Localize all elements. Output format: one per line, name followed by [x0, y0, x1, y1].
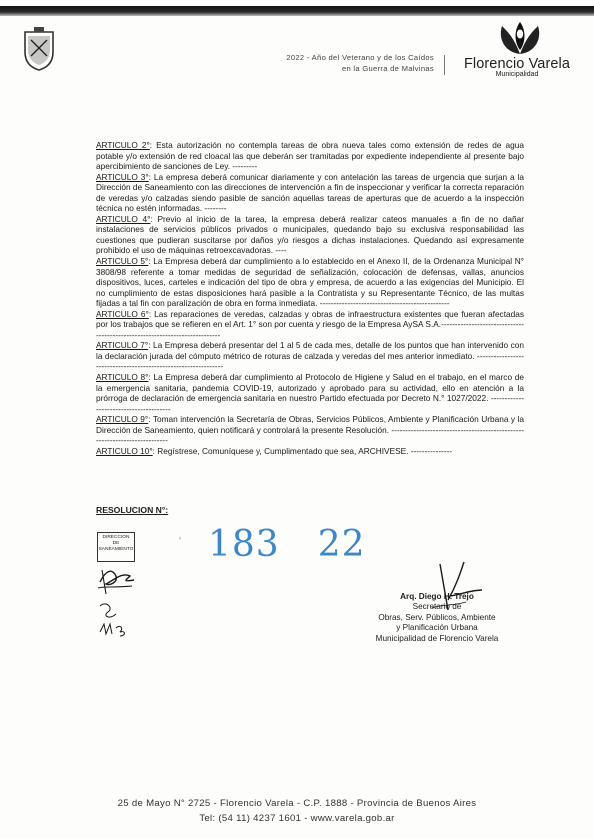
footer-contact: Tel: (54 11) 4237 1601 - www.varela.gob.ar [199, 813, 395, 824]
article-text: : La Empresa deberá dar cumplimiento al Protocolo de Higiene y Salud en el trabajo, en el marco de la emergencia sanitaria, pandemia COVID-19, autorizado y aprobado para su actividad, ello en atención a la prórroga de declaración de emergencia sanitaria en nuestro Partido efectuada por Decreto N.° 1027/2022. --------------------------------------- [96, 372, 524, 414]
header-divider [444, 55, 445, 75]
article-6 [96, 309, 524, 341]
article-text: : Las reparaciones de veredas, calzadas y obras de infraestructura existentes que fueran afectadas por los trabajos que se refieren en el Art. 1° son por cuenta y riesgo de la Empresa AySA S.A.--------------------------------------------------------------------------- [96, 308, 524, 340]
article-text: : La Empresa deberá dar cumplimiento a lo establecido en el Anexo II, de la Ordenanza Municipal N° 3808/98 referente a tomar medidas de seguridad de señalización, colocación de defensas, vallas, anuncios dispositivos, luces, carteles e indicación del tipo de obra y empresa, de acuerdo a las exigencias del Municipio. El no cumplimiento de estas disposiciones hará pasible a la Contratista y su Representante Técnico, de las multas fijadas a tal fin con paralización de obra en forma inmediata. ----------------------------------------------- [96, 256, 525, 309]
article-label: ARTICULO 3° [96, 171, 149, 182]
article-5 [96, 256, 524, 309]
stamp-line-1: DIRECCION [102, 535, 130, 540]
header-motto [286, 52, 434, 74]
article-label: ARTICULO 8° [96, 372, 149, 383]
signer-block [362, 592, 512, 644]
footer [0, 796, 594, 826]
articles-body [96, 140, 524, 456]
signer-name: Arq. Diego H. Trejo [400, 592, 474, 601]
stamp-line-2: DE [112, 541, 120, 546]
brand-subtitle: Municipalidad [495, 71, 539, 78]
article-text: : Esta autorización no contempla tareas de obra nueva tales como extensión de redes de agua potable y/o extensión de red cloacal las que deberán ser tramitadas por expediente independiente al presente bajo apercibimiento de sanciones de Ley. --------- [96, 140, 524, 172]
article-text: : La Empresa deberá presentar del 1 al 5 de cada mes, detalle de los puntos que han intervenido con la declaración jurada del cómputo métrico de roturas de calzada y veredas del mes anterior inmediato. --------------------------------------------------------------- [96, 340, 524, 372]
article-label: ARTICULO 6° [96, 308, 149, 319]
signer-title-2: Obras, Serv. Públicos, Ambiente [378, 612, 496, 622]
florencio-varela-logo-icon [490, 20, 550, 56]
resolution-number [208, 524, 366, 565]
motto-line-2: en la Guerra de Malvinas [341, 64, 434, 73]
article-label: ARTICULO 9° [96, 414, 149, 425]
article-label: ARTICULO 7° [96, 340, 149, 351]
article-text: : Regístrese, Comuníquese y, Cumplimentado que sea, ARCHIVESE. --------------- [152, 445, 453, 456]
signer-org: Municipalidad de Florencio Varela [375, 633, 499, 643]
stamp-line-3: SANEAMIENTO [98, 547, 134, 552]
resolution-number-part-1: 183 [208, 524, 280, 565]
signer-title-3: y Planificación Urbana [396, 623, 478, 633]
footer-address: 25 de Mayo N° 2725 - Florencio Varela - C.P. 1888 - Provincia de Buenos Aires [117, 798, 477, 809]
top-edge-bar [0, 6, 594, 16]
handwritten-initials-icon [96, 562, 138, 648]
article-9 [96, 414, 524, 446]
resolution-number-part-2: 22 [317, 524, 366, 565]
article-text: : Previo al inicio de la tarea, la empresa deberá realizar cateos manuales a fin de no dañar instalaciones de servicios públicos privados o municipales, quedando bajo su exclusiva responsabilidad las cuestiones que pudieran suscitarse por daños y/o riesgos a dichas instalaciones. Quedando así expresamente prohibido el uso de máquinas retroexcavadoras. ---- [96, 213, 524, 256]
article-8 [96, 372, 524, 414]
brand-name: Florencio Varela [463, 56, 571, 72]
article-label: ARTICULO 2° [96, 140, 150, 150]
article-3 [96, 172, 524, 214]
signer-title-1: Secretario de [412, 602, 462, 612]
article-4 [96, 214, 524, 256]
article-label: ARTICULO 10° [96, 445, 153, 456]
saneamiento-stamp [97, 532, 135, 562]
article-10 [96, 446, 524, 457]
article-7 [96, 340, 524, 372]
resolution-label: RESOLUCION N°: [96, 505, 169, 515]
article-label: ARTICULO 5° [96, 256, 149, 267]
brand-block [458, 56, 576, 78]
article-2 [96, 140, 524, 172]
mark-tick-icon: › [179, 536, 181, 542]
article-label: ARTICULO 4° [96, 213, 151, 224]
municipal-crest-icon [22, 26, 56, 72]
article-text: : Toman intervención la Secretaría de Obras, Servicios Públicos, Ambiente y Planificación Urbana y la Dirección de Saneamiento, quien notificará y controlará la presente Resolución. -------------------------------------------------------------------------- [96, 414, 524, 446]
article-text: : La empresa deberá comunicar diariamente y con antelación las tareas de urgencia que surjan a la Dirección de Saneamiento con las direcciones de intervención a fin de inspeccionar y verificar la correcta reparación de veredas y/o calzadas siendo pasible de sanción aquellas tareas de aperturas que de acuerdo a la inspección técnica no estén informadas. -------- [96, 171, 524, 214]
motto-line-1: 2022 - Año del Veterano y de los Caídos [286, 53, 434, 62]
